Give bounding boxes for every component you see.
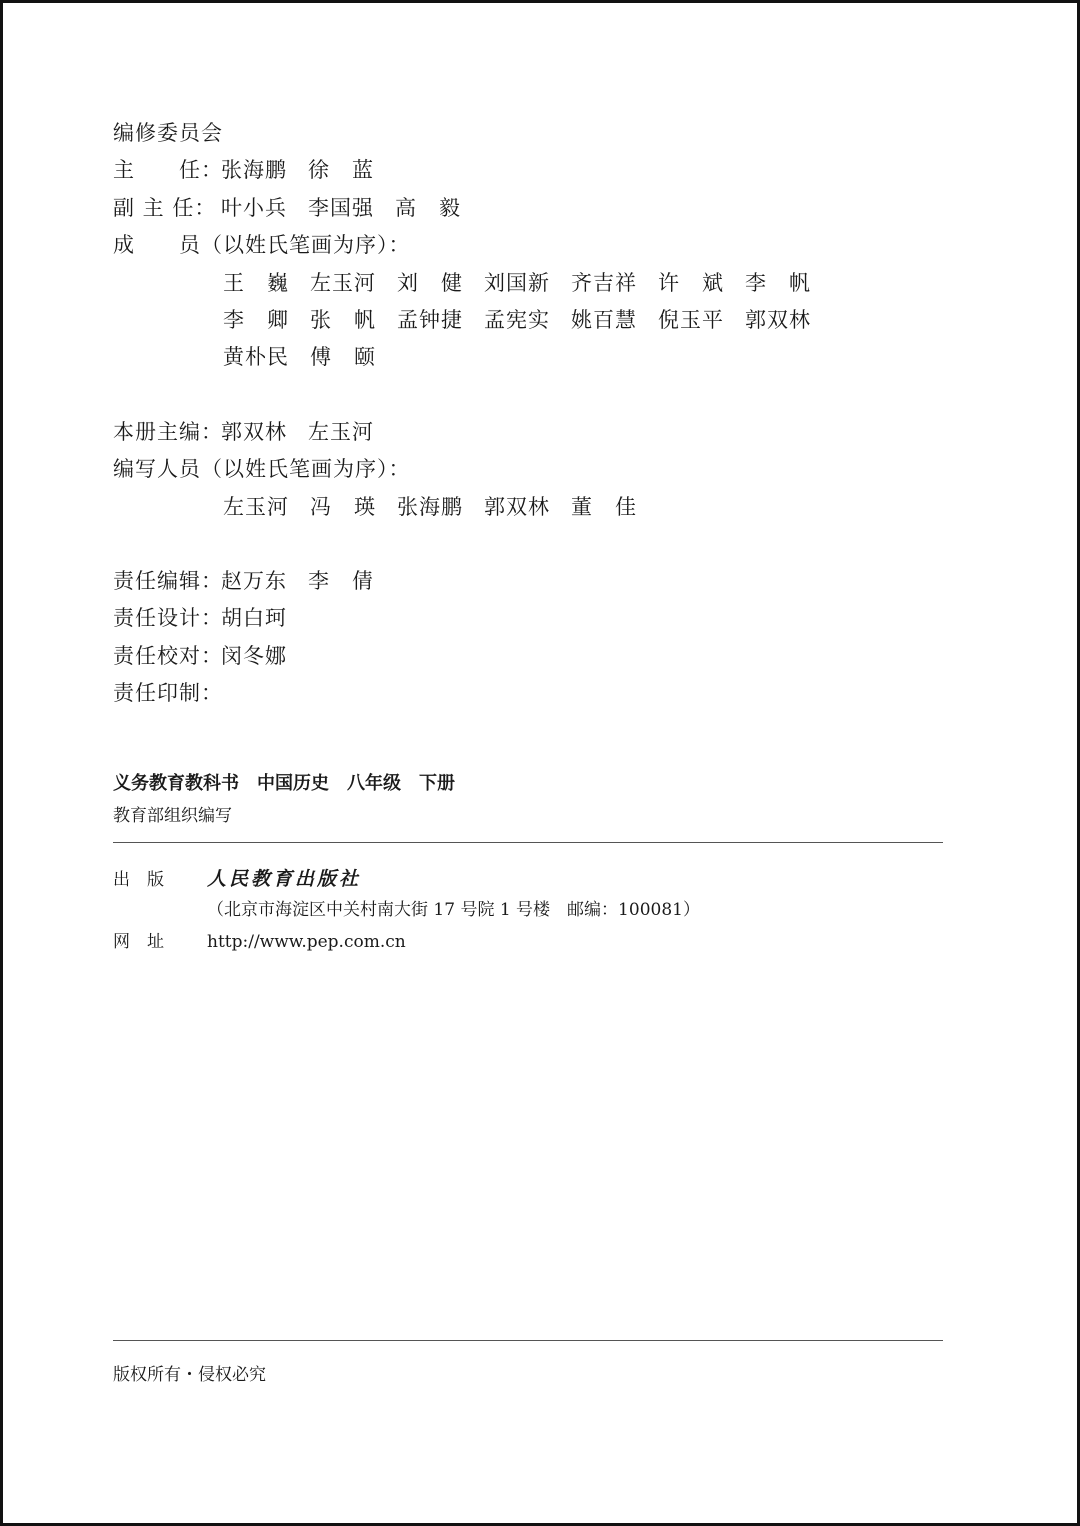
responsible-print-label: 责任印制： — [113, 681, 223, 705]
member-name: 孟钟捷 — [397, 308, 463, 332]
members-row — [223, 304, 832, 334]
director-row — [113, 154, 374, 184]
responsible-editor-name: 李 倩 — [308, 569, 374, 593]
member-name: 齐吉祥 — [571, 271, 637, 295]
book-volume: 下册 — [419, 773, 455, 794]
responsible-editor-name: 赵万东 — [221, 569, 287, 593]
writer-name: 董 佳 — [571, 495, 637, 519]
responsible-editor-row — [113, 565, 374, 595]
publisher-logo: 人民教育出版社 — [207, 868, 362, 890]
member-name: 左玉河 — [310, 271, 376, 295]
director-name: 张海鹏 — [221, 158, 287, 182]
writer-name: 张海鹏 — [397, 495, 463, 519]
divider — [113, 1340, 943, 1341]
chief-editor-row — [113, 416, 374, 446]
website-row — [113, 927, 406, 952]
member-name: 李 卿 — [223, 308, 289, 332]
members-row — [223, 267, 832, 297]
chief-editor-label: 本册主编： — [113, 420, 223, 444]
responsible-print-row — [113, 677, 221, 707]
member-name: 黄朴民 — [223, 345, 289, 369]
responsible-design-name: 胡白珂 — [221, 606, 287, 630]
book-subject: 中国历史 — [257, 773, 329, 794]
director-name: 徐 蓝 — [308, 158, 374, 182]
member-name: 郭双林 — [745, 308, 811, 332]
member-name: 李 帆 — [745, 271, 811, 295]
member-name: 张 帆 — [310, 308, 376, 332]
member-name: 刘 健 — [397, 271, 463, 295]
member-name: 姚百慧 — [571, 308, 637, 332]
members-label: 成 员（以姓氏笔画为序）： — [113, 233, 411, 257]
writer-name: 郭双林 — [484, 495, 550, 519]
publisher-row — [113, 864, 361, 891]
responsible-proof-row — [113, 640, 287, 670]
member-name: 傅 颐 — [310, 345, 376, 369]
writers-row — [223, 491, 658, 521]
members-row — [223, 341, 397, 371]
member-name: 刘国新 — [484, 271, 550, 295]
deputy-label: 副 主 任： — [113, 196, 217, 220]
responsible-design-row — [113, 602, 287, 632]
deputy-name: 李国强 — [308, 196, 374, 220]
publisher-label: 出 版 — [113, 870, 164, 890]
member-name: 王 巍 — [223, 271, 289, 295]
book-organizer: 教育部组织编写 — [113, 806, 232, 826]
responsible-proof-label: 责任校对： — [113, 644, 223, 668]
committee-heading: 编修委员会 — [113, 121, 223, 145]
chief-editor-name: 左玉河 — [308, 420, 374, 444]
website-label: 网 址 — [113, 932, 164, 952]
responsible-editor-label: 责任编辑： — [113, 569, 223, 593]
writer-name: 冯 瑛 — [310, 495, 376, 519]
member-name: 许 斌 — [658, 271, 724, 295]
divider — [113, 842, 943, 843]
book-series: 义务教育教科书 — [113, 773, 239, 794]
book-title — [113, 769, 473, 795]
deputy-name: 高 毅 — [395, 196, 461, 220]
writers-label: 编写人员（以姓氏笔画为序）： — [113, 457, 411, 481]
member-name: 倪玉平 — [658, 308, 724, 332]
chief-editor-name: 郭双林 — [221, 420, 287, 444]
deputy-row — [113, 192, 461, 222]
copyright-notice: 版权所有・侵权必究 — [113, 1365, 266, 1385]
publisher-address: （北京市海淀区中关村南大街 17 号院 1 号楼 邮编：100081） — [207, 900, 700, 920]
deputy-name: 叶小兵 — [221, 196, 287, 220]
responsible-design-label: 责任设计： — [113, 606, 223, 630]
member-name: 孟宪实 — [484, 308, 550, 332]
responsible-proof-name: 闵冬娜 — [221, 644, 287, 668]
director-label: 主 任： — [113, 158, 223, 182]
writer-name: 左玉河 — [223, 495, 289, 519]
book-grade: 八年级 — [347, 773, 401, 794]
website-url[interactable]: http://www.pep.com.cn — [207, 932, 406, 952]
